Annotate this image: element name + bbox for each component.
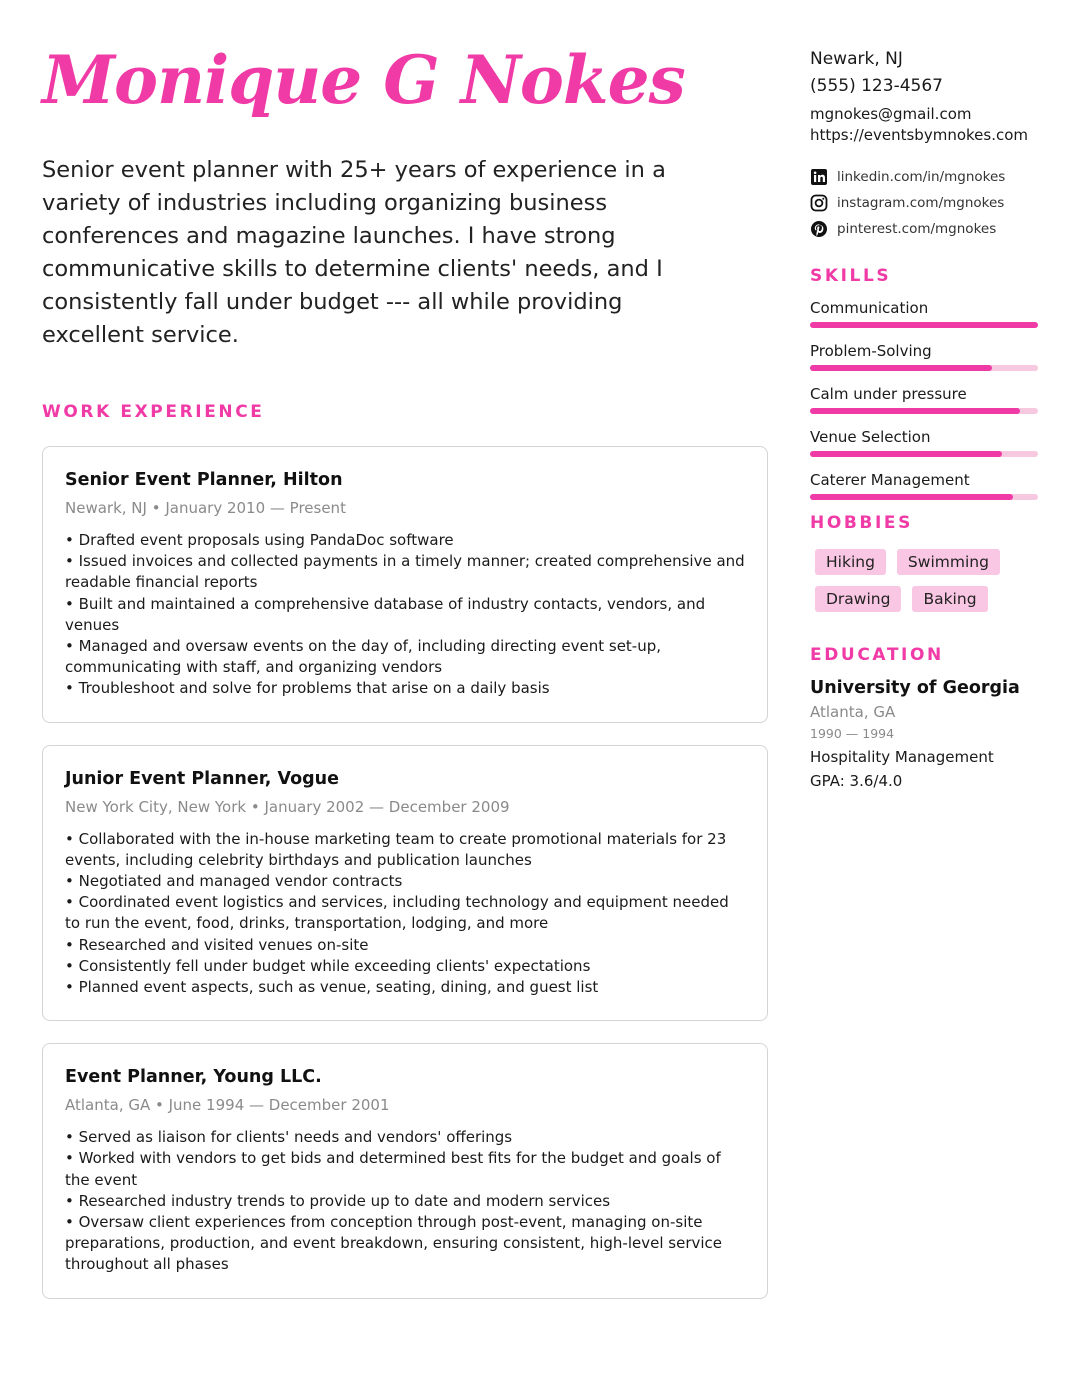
linkedin-icon: [810, 168, 828, 186]
education-gpa: GPA: 3.6/4.0: [810, 772, 903, 790]
skill-item: [810, 384, 1042, 414]
hobby-tag: Swimming: [897, 549, 1000, 575]
hobbies-list: [810, 549, 1042, 623]
skill-item: [810, 341, 1042, 371]
job-bullet: • Worked with vendors to get bids and determined best fits for the budget and goals of the event: [65, 1149, 721, 1189]
job-meta: New York City, New York • January 2002 — December 2009: [65, 797, 510, 816]
job-title: Junior Event Planner, Vogue: [65, 768, 340, 789]
hobby-tag: Drawing: [815, 586, 901, 612]
job-bullet: • Coordinated event logistics and services, including technology and equipment needed to run the event, food, drinks, transportation, lodging, and more: [65, 893, 729, 933]
job-bullet: • Oversaw client experiences from conception through post-event, managing on-site preparations, production, and event breakdown, ensuring consistent, high-level service throughout all phases: [65, 1213, 723, 1274]
pinterest-icon: [810, 220, 828, 238]
job-bullet: • Issued invoices and collected payments in a timely manner; created comprehensive and readable financial reports: [65, 552, 745, 592]
work-experience-heading: WORK EXPERIENCE: [42, 402, 265, 422]
job-card: [42, 745, 768, 1022]
job-bullet: • Served as liaison for clients' needs and vendors' offerings: [65, 1128, 513, 1147]
hobby-tag: Baking: [912, 586, 987, 612]
skill-bar-track: [810, 322, 1038, 328]
job-bullets: [65, 1127, 745, 1275]
hobbies-heading: HOBBIES: [810, 513, 913, 533]
job-bullet: • Consistently fell under budget while exceeding clients' expectations: [65, 956, 591, 975]
job-title: Senior Event Planner, Hilton: [65, 470, 343, 490]
education-heading: EDUCATION: [810, 645, 944, 665]
social-link-linkedin[interactable]: [810, 164, 1042, 190]
job-bullet: • Managed and oversaw events on the day of, including directing event set-up, communicating with staff, and organizing vendors: [65, 637, 662, 677]
job-title: Event Planner, Young LLC.: [65, 1067, 322, 1088]
skill-item: [810, 298, 1042, 328]
skill-bar-track: [810, 451, 1038, 457]
skill-bar-track: [810, 494, 1038, 500]
contact-website[interactable]: https://eventsbymnokes.com: [810, 126, 1028, 144]
education-location: Atlanta, GA: [810, 703, 896, 721]
contact-location: Newark, NJ: [810, 49, 903, 69]
job-bullet: • Researched and visited venues on-site: [65, 935, 369, 954]
job-bullet: • Drafted event proposals using PandaDoc software: [65, 531, 454, 549]
skills-list: [810, 298, 1042, 500]
job-meta: Atlanta, GA • June 1994 — December 2001: [65, 1096, 390, 1115]
job-list: [42, 446, 768, 1299]
education-years: 1990 — 1994: [810, 726, 895, 741]
social-link-text: pinterest.com/mgnokes: [837, 221, 997, 237]
skill-item: [810, 427, 1042, 457]
skill-label: Communication: [810, 299, 929, 317]
hobby-tag: Hiking: [815, 549, 886, 575]
skill-bar-track: [810, 365, 1038, 371]
social-link-text: linkedin.com/in/mgnokes: [837, 169, 1006, 185]
skill-bar-track: [810, 408, 1038, 414]
social-link-instagram[interactable]: [810, 190, 1042, 216]
social-links: [810, 164, 1042, 242]
skill-bar-fill: [810, 365, 992, 371]
skill-label: Calm under pressure: [810, 385, 967, 403]
job-bullet: • Built and maintained a comprehensive database of industry contacts, vendors, and venues: [65, 594, 706, 634]
candidate-name: Monique G Nokes: [42, 41, 685, 119]
job-card: [42, 1043, 768, 1298]
job-bullet: • Researched industry trends to provide up to date and modern services: [65, 1191, 611, 1210]
skills-heading: SKILLS: [810, 266, 892, 286]
sidebar: [810, 46, 1042, 793]
job-card: [42, 446, 768, 723]
instagram-icon: [810, 194, 828, 212]
job-bullet: • Troubleshoot and solve for problems that arise on a daily basis: [65, 679, 550, 698]
skill-item: [810, 470, 1042, 500]
job-bullets: [65, 530, 745, 700]
job-bullet: • Negotiated and managed vendor contracts: [65, 872, 403, 891]
contact-phone[interactable]: (555) 123-4567: [810, 76, 943, 96]
social-link-text: instagram.com/mgnokes: [837, 195, 1005, 211]
social-link-pinterest[interactable]: [810, 216, 1042, 242]
job-bullet: • Planned event aspects, such as venue, seating, dining, and guest list: [65, 978, 599, 997]
skill-bar-fill: [810, 322, 1038, 328]
skill-bar-fill: [810, 494, 1013, 500]
skill-bar-fill: [810, 408, 1020, 414]
contact-email[interactable]: mgnokes@gmail.com: [810, 105, 972, 123]
job-bullet: • Collaborated with the in-house marketing team to create promotional materials for 23 events, including celebrity birthdays and publication launches: [65, 829, 727, 869]
skill-bar-fill: [810, 451, 1002, 457]
skill-label: Problem-Solving: [810, 342, 932, 360]
skill-label: Venue Selection: [810, 428, 931, 446]
job-bullets: [65, 829, 745, 999]
summary: Senior event planner with 25+ years of experience in a variety of industries including organizing business conferences and magazine launches. I have strong communicative skills to determine clients' needs, and I consistently fall under budget --- all while providing excellent service.: [42, 157, 666, 348]
job-meta: Newark, NJ • January 2010 — Present: [65, 499, 346, 517]
main-column: [42, 30, 768, 1321]
education-field: Hospitality Management: [810, 748, 994, 766]
education-school: University of Georgia: [810, 678, 1020, 698]
skill-label: Caterer Management: [810, 471, 970, 489]
